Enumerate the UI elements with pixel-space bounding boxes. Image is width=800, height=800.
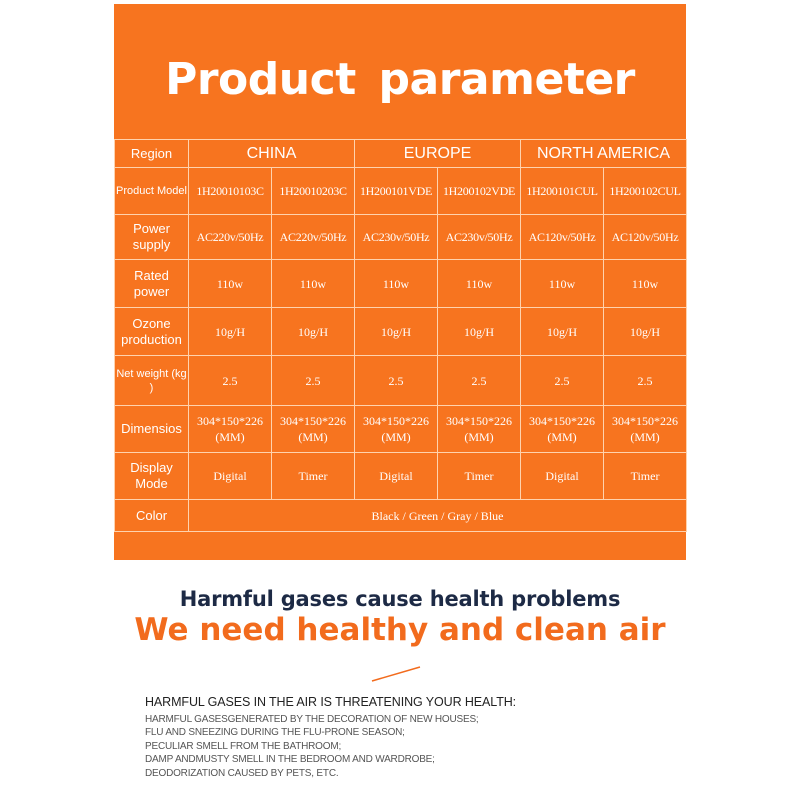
- table-cell: 1H200101CUL: [521, 168, 604, 215]
- row-label-display-mode: Display Mode: [115, 453, 189, 500]
- table-cell: 304*150*226 (MM): [604, 406, 687, 453]
- table-cell: 1H200102CUL: [604, 168, 687, 215]
- table-cell: 10g/H: [521, 308, 604, 356]
- table-cell: 304*150*226 (MM): [521, 406, 604, 453]
- table-cell: 304*150*226 (MM): [189, 406, 272, 453]
- table-row-net-weight: [115, 356, 687, 406]
- row-label-ozone-production: Ozone production: [115, 308, 189, 356]
- list-item: DEODORIZATION CAUSED BY PETS, ETC.: [145, 767, 339, 779]
- table-cell: 110w: [355, 260, 438, 308]
- list-item: HARMFUL GASESGENERATED BY THE DECORATION OF NEW HOUSES;: [145, 714, 479, 725]
- table-row-product-model: [115, 168, 687, 215]
- health-threat-list: [145, 713, 479, 780]
- region-china: CHINA: [189, 140, 355, 168]
- table-cell: Digital: [355, 453, 438, 500]
- table-cell: 2.5: [189, 356, 272, 406]
- table-cell: 1H200102VDE: [438, 168, 521, 215]
- table-row-display-mode: [115, 453, 687, 500]
- list-item: PECULIAR SMELL FROM THE BATHROOM;: [145, 740, 342, 752]
- table-cell: 110w: [189, 260, 272, 308]
- table-cell: 1H20010203C: [272, 168, 355, 215]
- row-label-color: Color: [115, 500, 189, 532]
- table-cell: Timer: [272, 453, 355, 500]
- table-row-power-supply: [115, 215, 687, 260]
- table-cell: Timer: [604, 453, 687, 500]
- table-cell: 10g/H: [604, 308, 687, 356]
- table-cell: 10g/H: [355, 308, 438, 356]
- table-cell: 1H20010103C: [189, 168, 272, 215]
- page-title: Product parameter: [165, 54, 635, 105]
- row-label-region: Region: [115, 140, 189, 168]
- table-cell: 10g/H: [189, 308, 272, 356]
- parameter-panel: [114, 4, 686, 560]
- row-label-net-weight: Net weight (kg ): [115, 356, 189, 406]
- table-cell: 110w: [604, 260, 687, 308]
- region-europe: EUROPE: [355, 140, 521, 168]
- health-threat-heading: HARMFUL GASES IN THE AIR IS THREATENING YOUR HEALTH:: [145, 695, 517, 709]
- table-cell: 10g/H: [272, 308, 355, 356]
- clean-air-heading: We need healthy and clean air: [134, 612, 666, 648]
- table-cell: AC230v/50Hz: [355, 215, 438, 260]
- table-row-region: [115, 140, 687, 168]
- table-row-color: [115, 500, 687, 532]
- table-cell: 110w: [521, 260, 604, 308]
- color-options: Black / Green / Gray / Blue: [189, 500, 687, 532]
- table-cell: 304*150*226 (MM): [438, 406, 521, 453]
- table-cell: AC230v/50Hz: [438, 215, 521, 260]
- list-item: DAMP ANDMUSTY SMELL IN THE BEDROOM AND WARDROBE;: [145, 754, 435, 766]
- table-cell: Digital: [189, 453, 272, 500]
- table-cell: 1H200101VDE: [355, 168, 438, 215]
- parameter-table: [114, 139, 687, 532]
- table-cell: 10g/H: [438, 308, 521, 356]
- row-label-dimensions: Dimensios: [115, 406, 189, 453]
- health-problems-heading: Harmful gases cause health problems: [179, 587, 621, 611]
- table-cell: 110w: [272, 260, 355, 308]
- row-label-power-supply: Power supply: [115, 215, 189, 260]
- table-cell: Digital: [521, 453, 604, 500]
- row-label-product-model: Product Model: [115, 168, 189, 215]
- table-cell: 304*150*226 (MM): [272, 406, 355, 453]
- table-cell: 2.5: [438, 356, 521, 406]
- table-cell: 2.5: [521, 356, 604, 406]
- table-cell: 2.5: [355, 356, 438, 406]
- list-item: FLU AND SNEEZING DURING THE FLU-PRONE SEASON;: [145, 727, 405, 739]
- table-row-rated-power: [115, 260, 687, 308]
- table-cell: AC220v/50Hz: [189, 215, 272, 260]
- table-cell: 110w: [438, 260, 521, 308]
- table-row-ozone-production: [115, 308, 687, 356]
- table-cell: 2.5: [604, 356, 687, 406]
- table-cell: Timer: [438, 453, 521, 500]
- table-row-dimensions: [115, 406, 687, 453]
- row-label-rated-power: Rated power: [115, 260, 189, 308]
- table-cell: 2.5: [272, 356, 355, 406]
- table-cell: AC220v/50Hz: [272, 215, 355, 260]
- table-cell: AC120v/50Hz: [604, 215, 687, 260]
- table-cell: AC120v/50Hz: [521, 215, 604, 260]
- table-cell: 304*150*226 (MM): [355, 406, 438, 453]
- region-north-america: NORTH AMERICA: [521, 140, 687, 168]
